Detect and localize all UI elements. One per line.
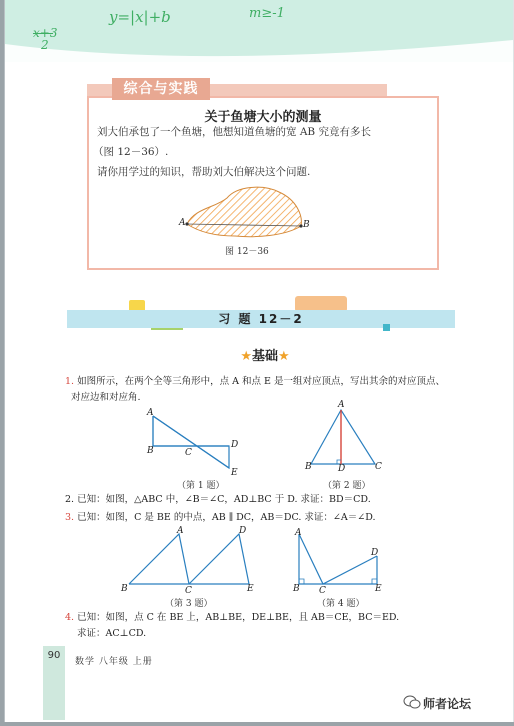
pond-figure: [175, 178, 315, 242]
question-number: 4.: [65, 612, 75, 623]
basic-label: 基础: [251, 349, 278, 364]
fig3-label-d: D: [239, 526, 247, 536]
question-1-line2: 对应边和对应角.: [71, 392, 141, 403]
basic-heading: [205, 345, 325, 364]
practice-title: 关于鱼塘大小的测量: [204, 110, 322, 125]
figure-caption-q2: （第 2 题）: [323, 481, 371, 491]
fig3-label-c: C: [185, 586, 192, 596]
fig2-label-a: A: [338, 400, 345, 410]
page-bottom-edge: [0, 722, 514, 726]
figure-q3: [123, 526, 263, 596]
star-icon: ★: [240, 349, 252, 364]
fig2-label-c: C: [375, 462, 382, 472]
figure-q2: [303, 404, 383, 468]
practice-text-line3: 请你用学过的知识，帮助刘大伯解决这个问题.: [97, 166, 311, 178]
star-icon: ★: [278, 349, 290, 364]
pond-label-b: B: [303, 220, 310, 230]
textbook-page: [4, 0, 513, 722]
fig3-label-e: E: [247, 584, 254, 594]
fig2-label-b: B: [305, 462, 312, 472]
handwriting-equation: y=|x|+b: [109, 8, 171, 26]
fraction-bar: [33, 33, 53, 34]
figure-caption-q3: （第 3 题）: [165, 599, 213, 609]
exercise-title: 习 题 12－2: [218, 312, 304, 326]
wechat-icon: [403, 695, 421, 709]
book-title-footer: 数学 八年级 上册: [75, 657, 153, 667]
question-2: 2. 已知：如图，△ABC 中，∠B＝∠C，AD⊥BC 于 D. 求证：BD＝CD.: [65, 494, 371, 505]
question-1: [65, 374, 465, 389]
pond-label-a: A: [179, 218, 186, 228]
question-3: [65, 510, 465, 525]
fig4-label-e: E: [375, 584, 382, 594]
deco-blue-square: [383, 324, 390, 331]
fig1-label-c: C: [185, 448, 192, 458]
fig1-label-a: A: [147, 408, 154, 418]
fig2-label-d: D: [338, 464, 346, 474]
question-number: 3.: [65, 512, 75, 523]
fig1-label-b: B: [147, 446, 154, 456]
fig4-label-d: D: [371, 548, 379, 558]
practice-tab: 综合与实践: [112, 78, 210, 100]
figure-q1: [143, 408, 243, 478]
practice-text-line1: 刘大伯承包了一个鱼塘，他想知道鱼塘的宽 AB 究竟有多长: [97, 126, 371, 138]
question-number: 1.: [65, 376, 75, 387]
fig3-label-a: A: [177, 526, 184, 536]
handwriting-inequality: m≥-1: [249, 6, 285, 21]
page-number: 90: [47, 650, 61, 661]
figure-q4: [293, 528, 383, 592]
fig1-label-d: D: [231, 440, 239, 450]
handwriting-fraction-denominator: 2: [41, 38, 49, 52]
fig4-label-a: A: [295, 528, 302, 538]
question-1-text: 如图所示，在两个全等三角形中，点 A 和点 E 是一组对应顶点，写出其余的对应顶点、: [77, 376, 445, 387]
fig1-label-e: E: [231, 468, 238, 478]
practice-text-line2: （图 12－36）.: [93, 146, 169, 158]
question-3-text: 已知：如图，C 是 BE 的中点，AB ∥ DC，AB＝DC. 求证：∠A＝∠D.: [77, 512, 376, 523]
watermark-text: 师者论坛: [423, 697, 472, 711]
question-4: [65, 610, 465, 625]
fig3-label-b: B: [121, 584, 128, 594]
fig4-label-c: C: [319, 586, 326, 596]
figure-caption-12-36: 图 12－36: [225, 247, 269, 257]
fig4-label-b: B: [293, 584, 300, 594]
figure-caption-q4: （第 4 题）: [317, 599, 365, 609]
figure-caption-q1: （第 1 题）: [177, 481, 225, 491]
question-4-line2: 求证：AC⊥CD.: [77, 628, 147, 639]
question-4-text: 已知：如图，点 C 在 BE 上，AB⊥BE，DE⊥BE，且 AB＝CE，BC＝ED.: [77, 612, 400, 623]
handwriting-fraction-numerator: x+3: [33, 26, 58, 40]
